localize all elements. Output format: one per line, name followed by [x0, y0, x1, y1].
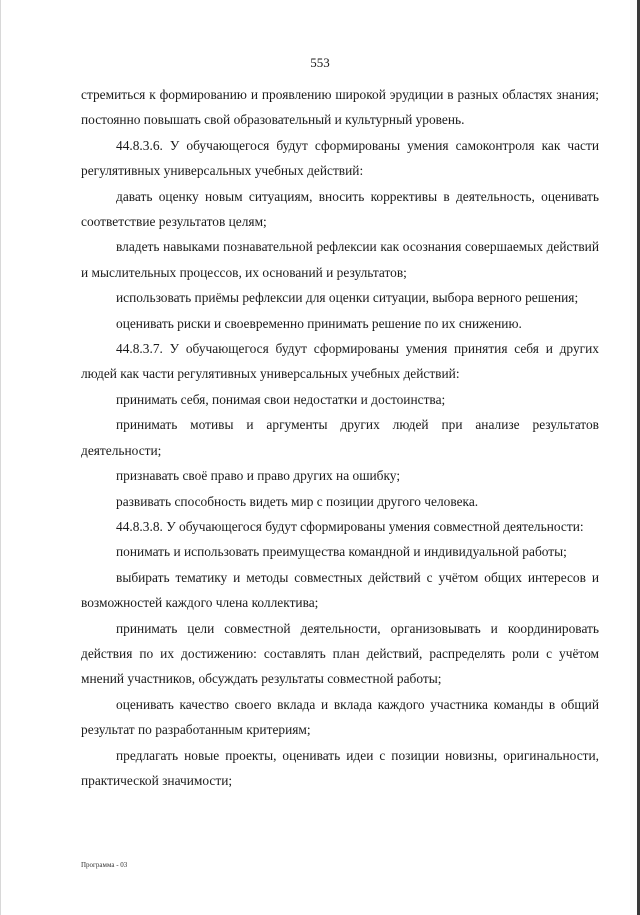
scan-edge-left — [0, 0, 1, 915]
paragraph: принимать мотивы и аргументы других людей при анализе результатов деятельности; — [81, 417, 599, 458]
paragraph: развивать способность видеть мир с позиции другого человека. — [116, 493, 479, 509]
section-heading-44-8-3-7: 44.8.3.7. У обучающегося будут сформированы умения принятия себя и других людей как части регулятивных универсальных учебных действий: — [81, 341, 599, 382]
paragraph: владеть навыками познавательной рефлексии как осознания совершаемых действий и мыслительных процессов, их оснований и результатов; — [81, 239, 599, 280]
section-heading-44-8-3-6: 44.8.3.6. У обучающегося будут сформированы умения самоконтроля как части регулятивных универсальных учебных действий: — [81, 137, 599, 179]
paragraph: использовать приёмы рефлексии для оценки ситуации, выбора верного решения; — [116, 290, 579, 306]
paragraph: принимать себя, понимая свои недостатки и достоинства; — [116, 391, 446, 407]
section-heading-44-8-3-8: 44.8.3.8. У обучающегося будут сформированы умения совместной деятельности: — [116, 518, 584, 534]
paragraph: признавать своё право и право других на ошибку; — [116, 468, 401, 484]
footer-label: Программа - 03 — [81, 861, 128, 869]
page-number: 553 — [310, 55, 330, 70]
paragraph: принимать цели совместной деятельности, организовывать и координировать действия по их достижению: составлять план действий, распределять роли с учётом мнений участников, обсуждать результаты совместной работы; — [81, 620, 599, 687]
paragraph: оценивать риски и своевременно принимать решение по их снижению. — [116, 315, 522, 331]
paragraph: понимать и использовать преимущества командной и индивидуальной работы; — [116, 544, 567, 560]
paragraph: предлагать новые проекты, оценивать идеи с позиции новизны, оригинальности, практической значимости; — [81, 747, 599, 788]
paragraph: оценивать качество своего вклада и вклада каждого участника команды в общий результат по разработанным критериям; — [81, 696, 599, 738]
paragraph-continuation: стремиться к формированию и проявлению широкой эрудиции в разных областях знания; постоянно повышать свой образовательный и культурный уровень. — [81, 87, 599, 128]
paragraph: давать оценку новым ситуациям, вносить коррективы в деятельность, оценивать соответствие результатов целям; — [81, 188, 599, 230]
body-text — [81, 82, 599, 793]
paragraph: выбирать тематику и методы совместных действий с учётом общих интересов и возможностей каждого члена коллектива; — [81, 569, 599, 611]
